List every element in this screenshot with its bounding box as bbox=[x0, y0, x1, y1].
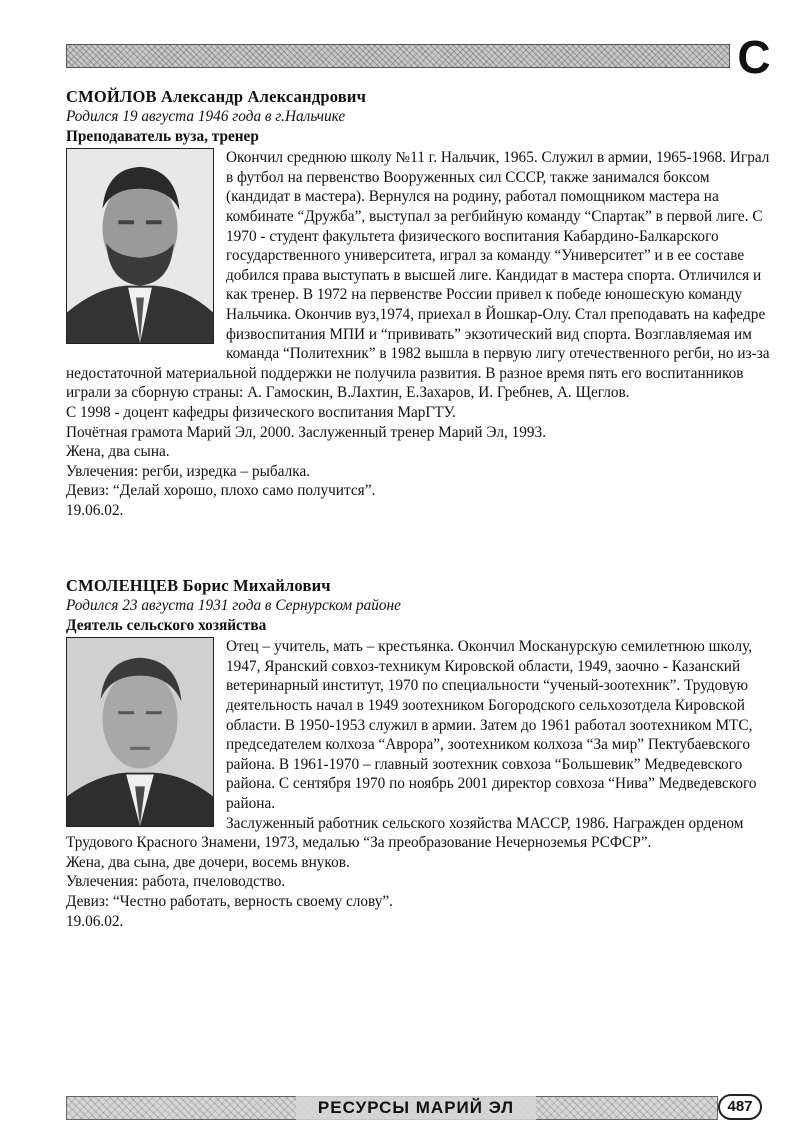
entry-family: Жена, два сына. bbox=[66, 443, 170, 461]
entry-paragraph: Окончил среднюю школу №11 г. Нальчик, 1965. Служил в армии, 1965-1968. Играл в футбол на первенство Вооруженных сил СССР, также занимался боксом (кандидат в мастера). Вернулся на родину, работал помощником мастера на комбинате “Дружба”, выступал за регбийную команду “Спартак” в первой лиге. С 1970 - студент факультета физического воспитания Кабардино-Балкарского государственного университета, играл за команду “Университет” и в ее составе добился права выступать в высшей лиге. Кандидат в мастера спорта. Отличился и как тренер. В 1972 на первенстве России привел к победе юношескую команду Нальчика. Окончив вуз,1974, приехал в Йошкар-Олу. Стал преподавать на кафедре физвоспитания МПИ и “прививать” экзотический вид спорта. Возглавляемая им команда “Политехник” в 1982 вышла в первую лигу отечественного регби, но из-за недостаточной материальной поддержки не получила развития. В разное время пять его воспитанников играли за сборную страны: А. Гамоскин, В.Лахтин, Е.Захаров, И. Гребнев, А. Щеглов. bbox=[66, 149, 770, 402]
entry-motto: Девиз: “Честно работать, верность своему слову”. bbox=[66, 892, 393, 910]
portrait-photo bbox=[66, 637, 214, 827]
page-number: 487 bbox=[718, 1094, 762, 1120]
entry-role: Преподаватель вуза, тренер bbox=[66, 127, 259, 145]
portrait-photo bbox=[66, 148, 214, 344]
entry-date: 19.06.02. bbox=[66, 912, 124, 930]
entry-paragraph: Отец – учитель, мать – крестьянка. Окончил Москанурскую семилетнюю школу, 1947, Яранский совхоз-техникум Кировской области, 1949, заочно - Казанский ветеринарный институт, 1970 по специальности “ученый-зоотехник”. Трудовую деятельность начал в 1949 зоотехником Богородского сельхозотдела Кировской области. В 1950-1953 служил в армии. Затем до 1961 работал зоотехником МТС, председателем колхоза “Аврора”, зоотехником колхоза “За мир” Пектубаевского района. В 1961-1970 – главный зоотехник совхоза “Большевик” Медведевского района. С сентября 1970 по ноябрь 2001 директор совхоза “Нива” Медведевского района. bbox=[226, 638, 757, 812]
entry-birth: Родился 23 августа 1931 года в Сернурском районе bbox=[66, 597, 401, 614]
entry-smoylov bbox=[66, 87, 770, 520]
entry-awards: Заслуженный работник сельского хозяйства МАССР, 1986. Награжден орденом Трудового Красного Знамени, 1973, медалью “За преобразование Нечерноземья РСФСР”. bbox=[66, 814, 744, 852]
entry-role: Деятель сельского хозяйства bbox=[66, 616, 267, 634]
entry-paragraph: С 1998 - доцент кафедры физического воспитания МарГТУ. bbox=[66, 403, 456, 421]
entry-birth: Родился 19 августа 1946 года в г.Нальчике bbox=[66, 108, 346, 125]
entry-name: СМОЛЕНЦЕВ Борис Михайлович bbox=[66, 576, 331, 595]
entry-motto: Девиз: “Делай хорошо, плохо само получится”. bbox=[66, 482, 376, 500]
section-letter: С bbox=[737, 31, 771, 83]
entry-hobbies: Увлечения: работа, пчеловодство. bbox=[66, 873, 286, 891]
entry-paragraph: Почётная грамота Марий Эл, 2000. Заслуженный тренер Марий Эл, 1993. bbox=[66, 423, 547, 441]
entry-date: 19.06.02. bbox=[66, 501, 124, 519]
header-bar bbox=[66, 44, 730, 68]
entry-smolentsev bbox=[66, 576, 770, 931]
entry-family: Жена, два сына, две дочери, восемь внуков. bbox=[66, 853, 350, 871]
entry-hobbies: Увлечения: регби, изредка – рыбалка. bbox=[66, 462, 311, 480]
entry-name: СМОЙЛОВ Александр Александрович bbox=[66, 87, 367, 106]
footer-title: РЕСУРСЫ МАРИЙ ЭЛ bbox=[296, 1096, 536, 1120]
